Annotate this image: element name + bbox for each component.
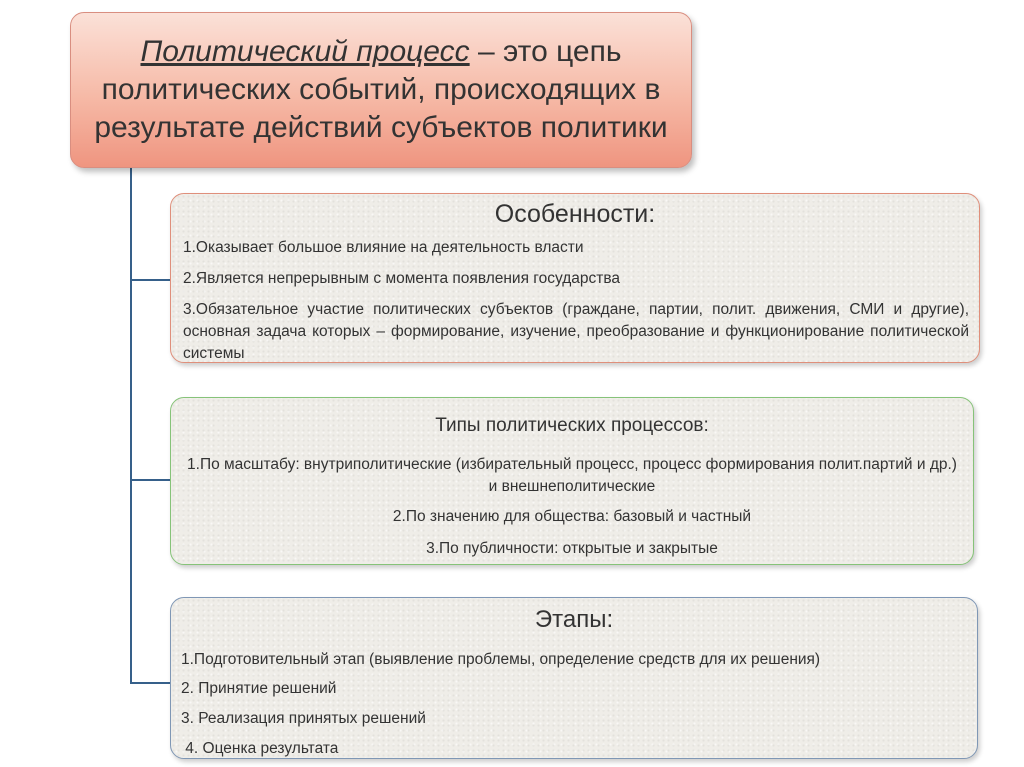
stages-item: 4. Оценка результата — [181, 740, 339, 757]
connector-features — [130, 279, 171, 281]
features-item: 1.Оказывает большое влияние на деятельность власти — [183, 239, 584, 256]
definition-text — [85, 33, 677, 147]
stages-item: 1.Подготовительный этап (выявление проблемы, определение средств для их решения) — [181, 651, 821, 668]
features-card — [170, 193, 980, 363]
stages-heading: Этапы: — [534, 606, 614, 633]
stages-card — [170, 597, 978, 759]
features-item: 2.Является непрерывным с момента появления государства — [183, 270, 621, 287]
connector-stages — [130, 682, 171, 684]
types-item: 1.По масштабу: внутриполитические (избирательный процесс, процесс формирования полит.партий и др.) и внешнеполитические — [187, 456, 957, 495]
stages-item: 2. Принятие решений — [181, 680, 337, 697]
types-card — [170, 397, 974, 565]
types-item: 2.По значению для общества: базовый и частный — [392, 508, 752, 525]
stages-item: 3. Реализация принятых решений — [181, 710, 426, 727]
definition-box — [70, 12, 692, 168]
types-item: 3.По публичности: открытые и закрытые — [426, 540, 718, 557]
definition-rest: – это цепь политических событий, происходящих в результате действий субъектов политики — [94, 35, 668, 144]
features-heading: Особенности: — [494, 200, 656, 228]
features-item: 3.Обязательное участие политических субъектов (граждане, партии, полит. движения, СМИ и другие), основная задача которых – формирование, изучение, преобразование и функционирование политической системы — [183, 301, 969, 362]
connector-vertical — [130, 168, 132, 684]
connector-types — [130, 479, 171, 481]
types-heading: Типы политических процессов: — [435, 415, 709, 436]
definition-term: Политический процесс — [140, 35, 470, 68]
